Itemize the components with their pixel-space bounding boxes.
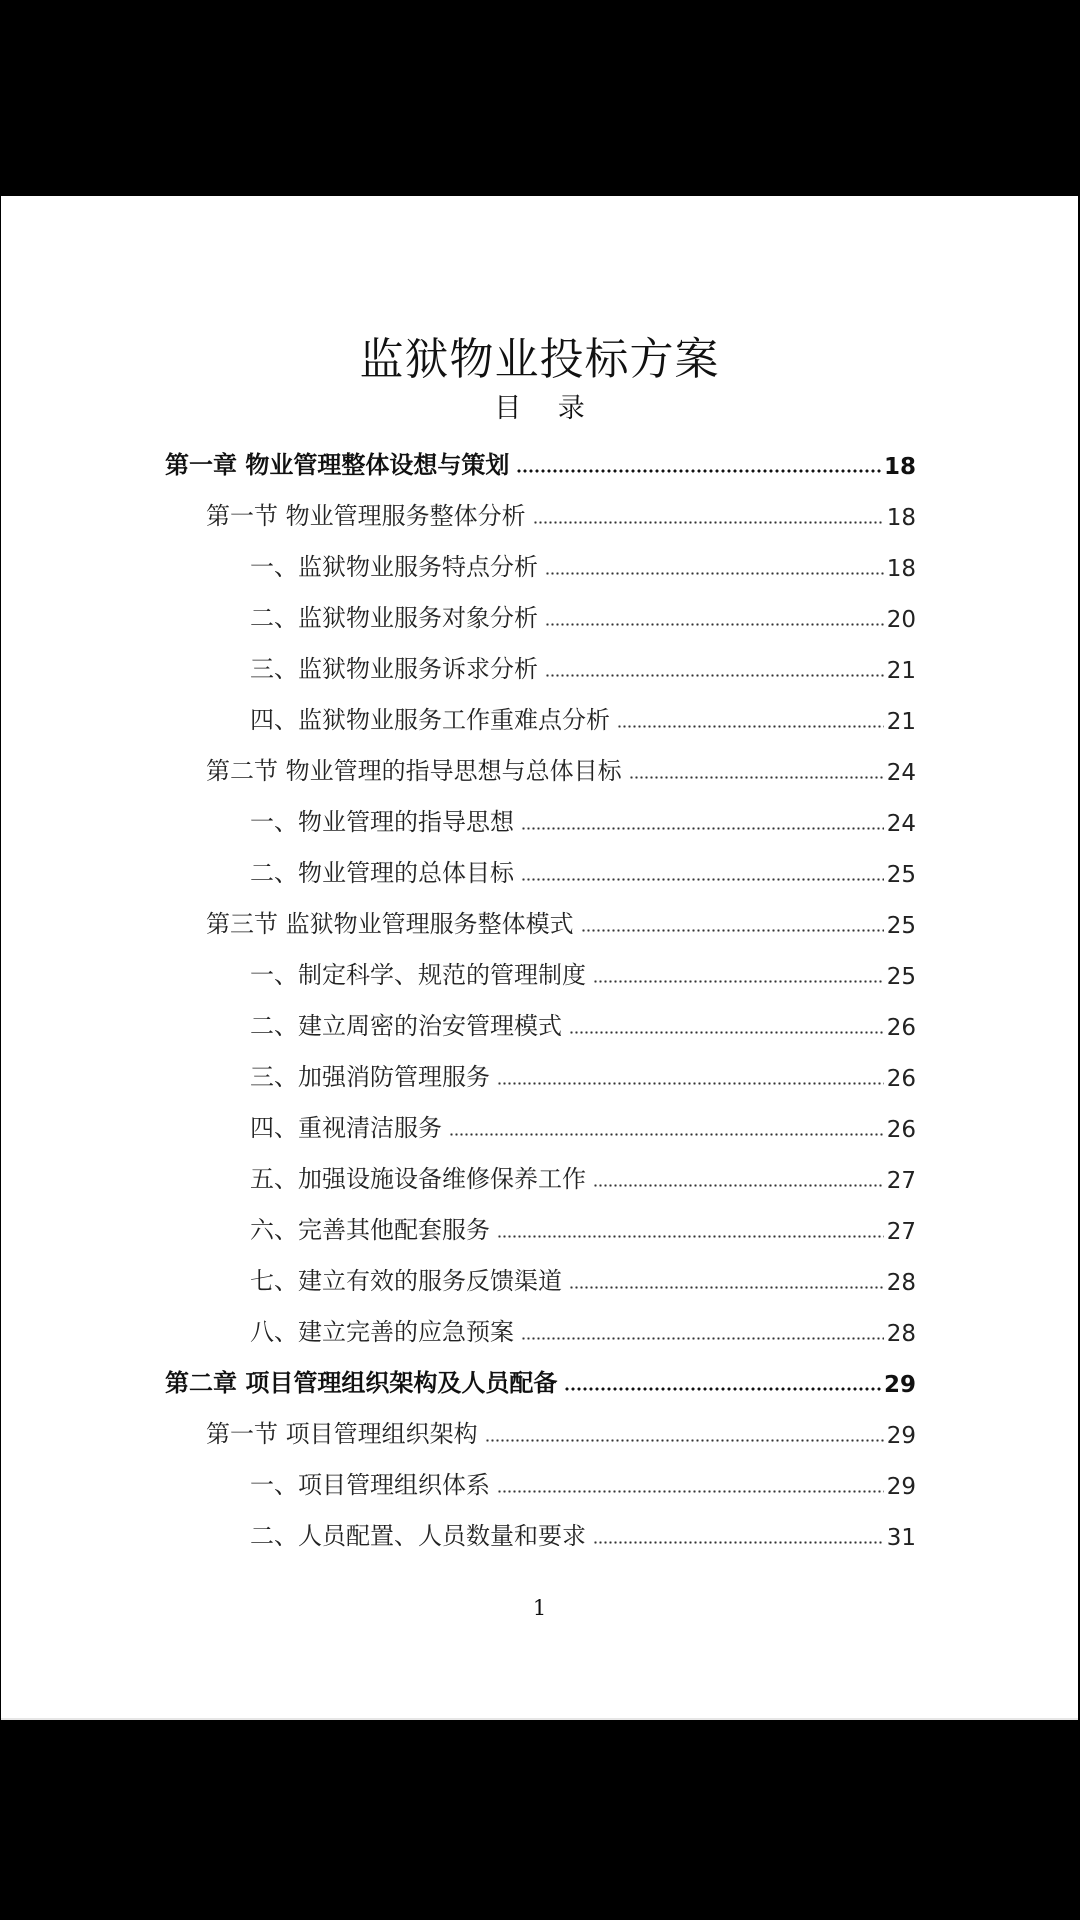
toc-entry-page: 29 [883, 1372, 916, 1398]
toc-entry-label: 第三节 监狱物业管理服务整体模式 [206, 910, 574, 938]
dot-leader [533, 521, 884, 524]
dot-leader [593, 980, 884, 983]
dot-leader [569, 1286, 884, 1289]
toc-entry-label: 第一章 物业管理整体设想与策划 [165, 450, 510, 479]
dot-leader [629, 776, 884, 779]
toc-entry-label: 一、制定科学、规范的管理制度 [250, 961, 586, 989]
toc-entry-label: 三、监狱物业服务诉求分析 [250, 655, 538, 683]
toc-entry-label: 七、建立有效的服务反馈渠道 [250, 1267, 562, 1295]
toc-entry-page: 26 [886, 1015, 916, 1041]
dot-leader [593, 1541, 884, 1544]
dot-leader [581, 929, 884, 932]
toc-entry-subsection[interactable] [250, 1001, 916, 1041]
toc-entry-label: 第二章 项目管理组织架构及人员配备 [165, 1368, 558, 1397]
toc-entry-label: 三、加强消防管理服务 [250, 1063, 490, 1091]
dot-leader [593, 1184, 884, 1187]
toc-entry-subsection[interactable] [250, 1103, 916, 1143]
toc-entry-subsection[interactable] [250, 797, 916, 837]
toc-entry-subsection[interactable] [250, 1511, 916, 1551]
toc-entry-subsection[interactable] [250, 848, 916, 888]
toc-entry-page: 26 [886, 1117, 916, 1143]
toc-entry-subsection[interactable] [250, 1307, 916, 1347]
toc-entry-page: 24 [886, 760, 916, 786]
toc-entry-section[interactable] [206, 491, 916, 531]
toc-entry-page: 27 [886, 1219, 916, 1245]
document-page [1, 196, 1078, 1720]
toc-entry-label: 二、建立周密的治安管理模式 [250, 1012, 562, 1040]
toc-entry-label: 第二节 物业管理的指导思想与总体目标 [206, 757, 622, 785]
toc-entry-page: 28 [886, 1270, 916, 1296]
toc-entry-subsection[interactable] [250, 1256, 916, 1296]
toc-entry-subsection[interactable] [250, 542, 916, 582]
toc-entry-subsection[interactable] [250, 1154, 916, 1194]
toc-entry-page: 20 [886, 607, 916, 633]
dot-leader [521, 1337, 884, 1340]
page-number: 1 [532, 1596, 547, 1620]
dot-leader [545, 674, 884, 677]
toc-entry-section[interactable] [206, 746, 916, 786]
toc-entry-label: 二、监狱物业服务对象分析 [250, 604, 538, 632]
dot-leader [545, 623, 884, 626]
toc-entry-label: 第一节 物业管理服务整体分析 [206, 502, 526, 530]
dot-leader [449, 1133, 884, 1136]
toc-entry-label: 二、人员配置、人员数量和要求 [250, 1522, 586, 1550]
dot-leader [569, 1031, 884, 1034]
toc-entry-label: 一、物业管理的指导思想 [250, 808, 514, 836]
dot-leader [521, 827, 884, 830]
toc-entry-label: 二、物业管理的总体目标 [250, 859, 514, 887]
toc-entry-label: 五、加强设施设备维修保养工作 [250, 1165, 586, 1193]
toc-entry-page: 18 [886, 556, 916, 582]
dot-leader [497, 1235, 884, 1238]
toc-entry-label: 一、监狱物业服务特点分析 [250, 553, 538, 581]
document-title: 监狱物业投标方案 [359, 334, 720, 385]
toc-heading: 目 录 [494, 393, 599, 424]
toc-entry-chapter[interactable] [165, 440, 916, 480]
toc-entry-chapter[interactable] [165, 1358, 916, 1398]
toc-entry-page: 18 [886, 505, 916, 531]
dot-leader [545, 572, 884, 575]
toc-entry-page: 18 [883, 454, 916, 480]
toc-entry-page: 25 [886, 913, 916, 939]
toc-entry-page: 31 [886, 1525, 916, 1551]
toc-entry-section[interactable] [206, 1409, 916, 1449]
toc-entry-page: 25 [886, 964, 916, 990]
toc-entry-page: 25 [886, 862, 916, 888]
toc-entry-page: 29 [886, 1423, 916, 1449]
toc-entry-label: 六、完善其他配套服务 [250, 1216, 490, 1244]
dot-leader [564, 1387, 881, 1391]
dot-leader [617, 725, 884, 728]
dot-leader [497, 1082, 884, 1085]
toc-entry-page: 21 [886, 658, 916, 684]
toc-entry-section[interactable] [206, 899, 916, 939]
toc-entry-page: 27 [886, 1168, 916, 1194]
toc-entry-subsection[interactable] [250, 1052, 916, 1092]
toc-entry-subsection[interactable] [250, 644, 916, 684]
toc-entry-page: 26 [886, 1066, 916, 1092]
dot-leader [521, 878, 884, 881]
toc-entry-label: 四、重视清洁服务 [250, 1114, 442, 1142]
dot-leader [485, 1439, 884, 1442]
dot-leader [497, 1490, 884, 1493]
toc-entry-page: 29 [886, 1474, 916, 1500]
toc-entry-subsection[interactable] [250, 1205, 916, 1245]
toc-entry-label: 第一节 项目管理组织架构 [206, 1420, 478, 1448]
toc-entry-label: 八、建立完善的应急预案 [250, 1318, 514, 1346]
toc-entry-page: 28 [886, 1321, 916, 1347]
toc-entry-subsection[interactable] [250, 593, 916, 633]
toc-entry-page: 24 [886, 811, 916, 837]
toc-entry-subsection[interactable] [250, 1460, 916, 1500]
toc-entry-subsection[interactable] [250, 695, 916, 735]
toc-entry-subsection[interactable] [250, 950, 916, 990]
dot-leader [516, 469, 881, 473]
toc-entry-page: 21 [886, 709, 916, 735]
toc-entry-label: 四、监狱物业服务工作重难点分析 [250, 706, 610, 734]
toc-entry-label: 一、项目管理组织体系 [250, 1471, 490, 1499]
